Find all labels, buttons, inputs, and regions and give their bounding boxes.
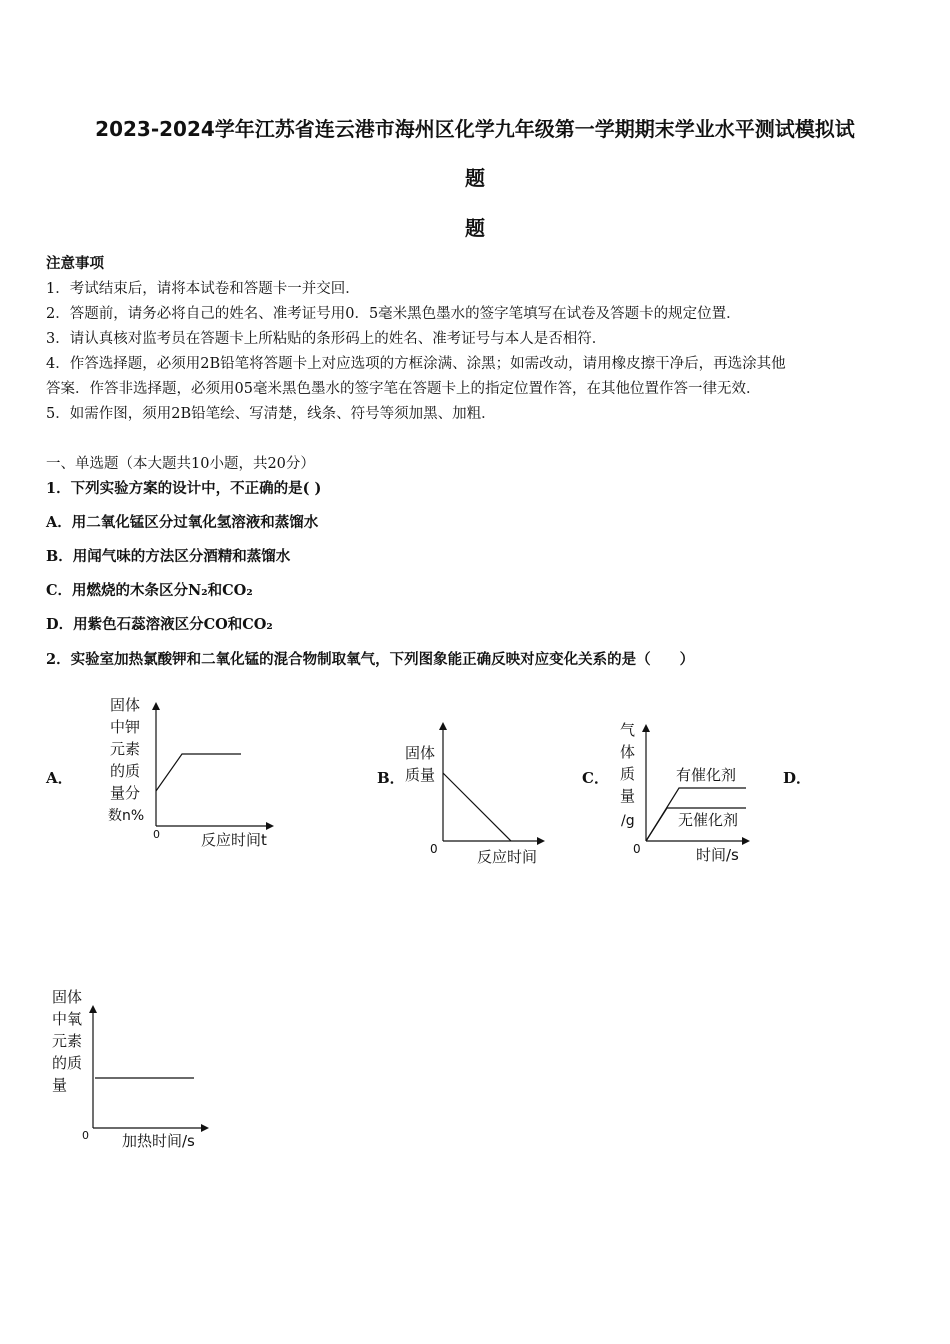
graph-c-ylabel-line: 质 (620, 765, 636, 783)
notice-item: 2．答题前，请务必将自己的姓名、准考证号用0．5毫米黑色墨水的签字笔填写在试卷及答题卡的规定位置． (46, 306, 741, 322)
graph-c-origin: 0 (633, 842, 641, 856)
graph-a (100, 688, 300, 858)
graph-c-ylabel-line: /g (621, 813, 635, 829)
graph-a-ylabel-line: 固体 (110, 696, 141, 714)
notice-item: 3．请认真核对监考员在答题卡上所粘贴的条形码上的姓名、准考证号与本人是否相符． (46, 331, 607, 347)
graph-d-ylabel-line: 中氧 (52, 1010, 83, 1028)
page-title-extra: 题 (465, 216, 485, 240)
graph-a-ylabel-line: 的质 (110, 762, 141, 780)
graph-a-ylabel-line: 数n% (108, 808, 145, 824)
graph-b-xlabel: 反应时间 (477, 848, 538, 866)
question-1-option-c: C．用燃烧的木条区分N₂和CO₂ (46, 582, 253, 599)
graph-b-x-arrow (537, 837, 545, 845)
notice-item: 答案．作答非选择题，必须用05毫米黑色墨水的签字笔在答题卡上的指定位置作答，在其他位置作答一律无效． (46, 381, 761, 397)
graph-b-y-arrow (439, 722, 447, 730)
graph-c-y-arrow (642, 724, 650, 732)
notice-heading: 注意事项 (46, 255, 104, 272)
graph-d-ylabel-line: 量 (52, 1076, 68, 1094)
question-2-stem: 2．实验室加热氯酸钾和二氧化锰的混合物制取氧气，下列图象能正确反映对应变化关系的是（ ） (46, 651, 695, 668)
graph-d (48, 983, 228, 1153)
notice-item: 4．作答选择题，必须用2B铅笔将答题卡上对应选项的方框涂满、涂黑；如需改动，请用橡皮擦干净后，再选涂其他 (46, 356, 786, 372)
graph-c-ylabel-line: 量 (620, 787, 636, 805)
question-1-stem: 1．下列实验方案的设计中，不正确的是( ) (46, 480, 322, 497)
graph-b (400, 712, 560, 872)
graph-a-curve (156, 754, 241, 791)
notice-item: 5．如需作图，须用2B铅笔绘、写清楚，线条、符号等须加黑、加粗． (46, 406, 496, 422)
graph-a-ylabel-line: 中钾 (110, 718, 141, 736)
graph-c-curve2-label: 无催化剂 (678, 811, 739, 829)
page-title: 2023-2024学年江苏省连云港市海州区化学九年级第一学期期末学业水平测试模拟试 (95, 117, 855, 141)
graph-d-xlabel: 加热时间/s (122, 1132, 195, 1150)
option-a-label: A． (46, 769, 73, 787)
graph-a-y-arrow (152, 702, 160, 710)
graph-b-ylabel-line: 固体 (405, 744, 436, 762)
question-1-option-d: D．用紫色石蕊溶液区分CO和CO₂ (46, 616, 273, 633)
graph-c-x-arrow (742, 837, 750, 845)
graph-d-origin: 0 (82, 1129, 89, 1142)
graph-d-ylabel-line: 的质 (52, 1054, 83, 1072)
graph-a-ylabel-line: 元素 (110, 740, 141, 758)
page-title-continued: 题 (465, 166, 485, 190)
option-c-label: C． (582, 769, 609, 787)
notice-item: 1．考试结束后，请将本试卷和答题卡一并交回． (46, 281, 360, 297)
graph-b-ylabel-line: 质量 (405, 766, 436, 784)
graph-a-xlabel: 反应时间t (201, 831, 267, 849)
graph-c-curve1-label: 有催化剂 (676, 766, 737, 784)
graph-a-x-arrow (266, 822, 274, 830)
graph-d-x-arrow (201, 1124, 209, 1132)
question-1-option-a: A．用二氧化锰区分过氧化氢溶液和蒸馏水 (46, 514, 319, 531)
graph-b-origin: 0 (430, 842, 438, 856)
graph-c-ylabel-line: 体 (620, 743, 636, 761)
question-1-option-b: B．用闻气味的方法区分酒精和蒸馏水 (46, 548, 291, 565)
graph-c (612, 716, 772, 868)
graph-d-ylabel-line: 固体 (52, 988, 83, 1006)
option-b-label: B． (377, 769, 405, 787)
option-d-label: D． (783, 769, 812, 787)
graph-d-ylabel-line: 元素 (52, 1032, 83, 1050)
graph-a-ylabel-line: 量分 (110, 784, 141, 802)
graph-c-ylabel-line: 气 (620, 721, 636, 739)
section-heading: 一、单选题（本大题共10小题，共20分） (46, 456, 315, 472)
graph-b-curve (443, 773, 511, 841)
graph-a-origin: 0 (153, 828, 160, 841)
graph-c-xlabel: 时间/s (696, 846, 739, 864)
graph-d-y-arrow (89, 1005, 97, 1013)
